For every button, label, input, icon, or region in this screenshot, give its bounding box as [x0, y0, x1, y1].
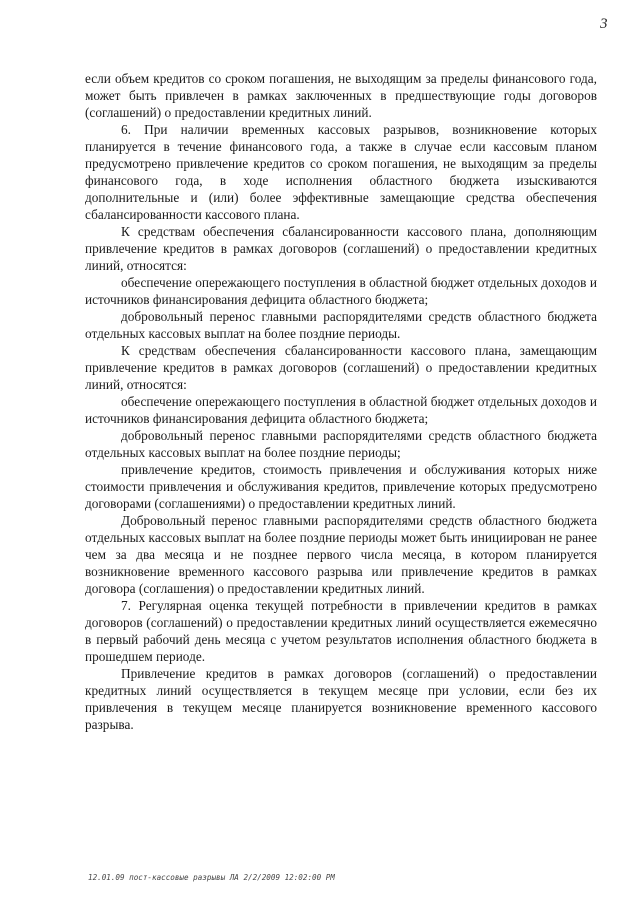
paragraph-voluntary-transfer: Добровольный перенос главными распорядителями средств областного бюджета отдельных кассовых выплат на более поздние периоды может быть инициирован не ранее чем за два месяца и не позднее первого числа месяца, в котором планируется возникновение временного кассового разрыва или привлечение кредитов в рамках договора (соглашения) о предоставлении кредитных линий.	[85, 513, 597, 596]
list-item-payment-transfer-1: добровольный перенос главными распорядителями средств областного бюджета отдельных кассовых выплат на более поздние периоды.	[85, 309, 597, 341]
list-item-advance-revenue-1: обеспечение опережающего поступления в областной бюджет отдельных доходов и источников финансирования дефицита областного бюджета;	[85, 275, 597, 307]
list-item-advance-revenue-2: обеспечение опережающего поступления в областной бюджет отдельных доходов и источников финансирования дефицита областного бюджета;	[85, 394, 597, 426]
list-item-payment-transfer-2: добровольный перенос главными распорядителями средств областного бюджета отдельных кассовых выплат на более поздние периоды;	[85, 428, 597, 460]
footer-file-info: 12.01.09 пост-кассовые разрывы ЛА 2/2/2009 12:02:00 PM	[88, 873, 335, 882]
paragraph-continuation: если объем кредитов со сроком погашения, не выходящим за пределы финансового года, может быть привлечен в рамках заключенных в предшествующие годы договоров (соглашений) о предоставлении кредитных линий.	[85, 71, 597, 120]
paragraph-supplementary-means: К средствам обеспечения сбалансированности кассового плана, дополняющим привлечение кредитов в рамках договоров (соглашений) о предоставлении кредитных линий, относятся:	[85, 224, 597, 273]
paragraph-substitute-means: К средствам обеспечения сбалансированности кассового плана, замещающим привлечение кредитов в рамках договоров (соглашений) о предоставлении кредитных линий, относятся:	[85, 343, 597, 392]
paragraph-item-7: 7. Регулярная оценка текущей потребности в привлечении кредитов в рамках договоров (соглашений) о предоставлении кредитных линий осуществляется ежемесячно в первый рабочий день месяца с учетом результатов исполнения областного бюджета в прошедшем периоде.	[85, 598, 597, 664]
paragraph-item-6: 6. При наличии временных кассовых разрывов, возникновение которых планируется в течение финансового года, а также в случае если кассовым планом предусмотрено привлечение кредитов со сроком погашения, не выходящим за пределы финансового года, в ходе исполнения областного бюджета изыскиваются дополнительные и (или) более эффективные замещающие средства обеспечения сбалансированности кассового плана.	[85, 122, 597, 222]
page-number: 3	[600, 16, 608, 32]
list-item-cheaper-credits: привлечение кредитов, стоимость привлечения и обслуживания которых ниже стоимости привлечения и обслуживания кредитов, привлечение которых предусмотрено договорами (соглашениями) о предоставлении кредитных линий.	[85, 462, 597, 511]
document-body	[85, 70, 597, 733]
paragraph-credit-attraction: Привлечение кредитов в рамках договоров (соглашений) о предоставлении кредитных линий осуществляется в текущем месяце при условии, если без их привлечения в текущем месяце планируется возникновение временного кассового разрыва.	[85, 666, 597, 732]
